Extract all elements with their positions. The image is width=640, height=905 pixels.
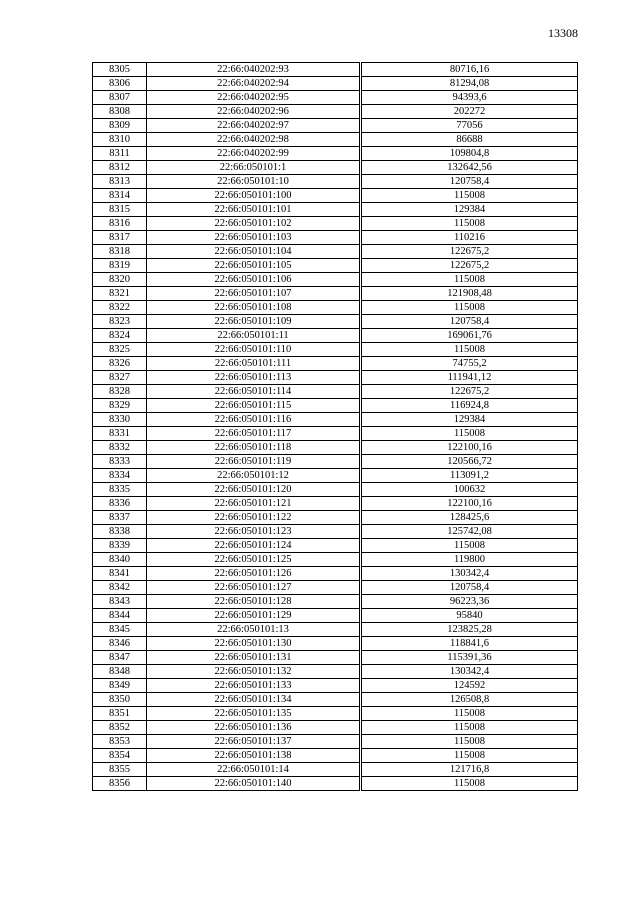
row-number-cell: 8329 xyxy=(93,399,147,413)
cadastral-value-cell: 86688 xyxy=(361,133,578,147)
cadastral-number-cell: 22:66:040202:93 xyxy=(147,63,361,77)
cadastral-value-cell: 80716,16 xyxy=(361,63,578,77)
cadastral-value-cell: 115008 xyxy=(361,749,578,763)
table-row xyxy=(93,91,578,105)
cadastral-value-cell: 129384 xyxy=(361,203,578,217)
cadastral-number-cell: 22:66:040202:97 xyxy=(147,119,361,133)
cadastral-value-cell: 74755,2 xyxy=(361,357,578,371)
row-number-cell: 8337 xyxy=(93,511,147,525)
row-number-cell: 8324 xyxy=(93,329,147,343)
cadastral-number-cell: 22:66:040202:96 xyxy=(147,105,361,119)
row-number-cell: 8356 xyxy=(93,777,147,791)
cadastral-value-cell: 129384 xyxy=(361,413,578,427)
row-number-cell: 8305 xyxy=(93,63,147,77)
table-row xyxy=(93,203,578,217)
cadastral-number-cell: 22:66:050101:100 xyxy=(147,189,361,203)
cadastral-number-cell: 22:66:050101:134 xyxy=(147,693,361,707)
cadastral-value-cell: 130342,4 xyxy=(361,665,578,679)
cadastral-value-cell: 116924,8 xyxy=(361,399,578,413)
cadastral-number-cell: 22:66:050101:131 xyxy=(147,651,361,665)
cadastral-value-cell: 115008 xyxy=(361,427,578,441)
cadastral-number-cell: 22:66:050101:111 xyxy=(147,357,361,371)
cadastral-value-cell: 115008 xyxy=(361,273,578,287)
cadastral-value-cell: 77056 xyxy=(361,119,578,133)
row-number-cell: 8339 xyxy=(93,539,147,553)
cadastral-value-cell: 130342,4 xyxy=(361,567,578,581)
table-row xyxy=(93,77,578,91)
cadastral-number-cell: 22:66:050101:101 xyxy=(147,203,361,217)
table-row xyxy=(93,637,578,651)
cadastral-value-cell: 122100,16 xyxy=(361,441,578,455)
row-number-cell: 8306 xyxy=(93,77,147,91)
cadastral-value-cell: 120758,4 xyxy=(361,581,578,595)
row-number-cell: 8328 xyxy=(93,385,147,399)
cadastral-value-cell: 100632 xyxy=(361,483,578,497)
table-row xyxy=(93,133,578,147)
row-number-cell: 8319 xyxy=(93,259,147,273)
table-row xyxy=(93,525,578,539)
table-row xyxy=(93,259,578,273)
table-row xyxy=(93,651,578,665)
row-number-cell: 8348 xyxy=(93,665,147,679)
table-row xyxy=(93,63,578,77)
cadastral-value-cell: 126508,8 xyxy=(361,693,578,707)
table-row xyxy=(93,287,578,301)
table-row xyxy=(93,427,578,441)
table-row xyxy=(93,245,578,259)
cadastral-number-cell: 22:66:040202:95 xyxy=(147,91,361,105)
table-row xyxy=(93,609,578,623)
row-number-cell: 8313 xyxy=(93,175,147,189)
row-number-cell: 8344 xyxy=(93,609,147,623)
table-row xyxy=(93,315,578,329)
cadastral-number-cell: 22:66:050101:110 xyxy=(147,343,361,357)
cadastral-number-cell: 22:66:050101:102 xyxy=(147,217,361,231)
cadastral-value-cell: 122675,2 xyxy=(361,385,578,399)
row-number-cell: 8310 xyxy=(93,133,147,147)
cadastral-number-cell: 22:66:050101:109 xyxy=(147,315,361,329)
table-row xyxy=(93,511,578,525)
cadastral-value-cell: 115008 xyxy=(361,777,578,791)
cadastral-number-cell: 22:66:050101:120 xyxy=(147,483,361,497)
row-number-cell: 8333 xyxy=(93,455,147,469)
table-row xyxy=(93,749,578,763)
row-number-cell: 8326 xyxy=(93,357,147,371)
cadastral-number-cell: 22:66:050101:12 xyxy=(147,469,361,483)
cadastral-number-cell: 22:66:050101:128 xyxy=(147,595,361,609)
row-number-cell: 8335 xyxy=(93,483,147,497)
cadastral-number-cell: 22:66:050101:115 xyxy=(147,399,361,413)
row-number-cell: 8352 xyxy=(93,721,147,735)
row-number-cell: 8349 xyxy=(93,679,147,693)
cadastral-number-cell: 22:66:050101:117 xyxy=(147,427,361,441)
table-row xyxy=(93,217,578,231)
row-number-cell: 8325 xyxy=(93,343,147,357)
row-number-cell: 8309 xyxy=(93,119,147,133)
cadastral-value-cell: 120758,4 xyxy=(361,315,578,329)
cadastral-number-cell: 22:66:050101:121 xyxy=(147,497,361,511)
table-row xyxy=(93,161,578,175)
cadastral-value-cell: 132642,56 xyxy=(361,161,578,175)
cadastral-value-cell: 115008 xyxy=(361,707,578,721)
cadastral-number-cell: 22:66:050101:114 xyxy=(147,385,361,399)
cadastral-value-cell: 115008 xyxy=(361,539,578,553)
row-number-cell: 8327 xyxy=(93,371,147,385)
cadastral-value-cell: 124592 xyxy=(361,679,578,693)
cadastral-number-cell: 22:66:050101:11 xyxy=(147,329,361,343)
cadastral-value-cell: 118841,6 xyxy=(361,637,578,651)
cadastral-value-cell: 94393,6 xyxy=(361,91,578,105)
cadastral-number-cell: 22:66:050101:116 xyxy=(147,413,361,427)
cadastral-value-cell: 122675,2 xyxy=(361,259,578,273)
cadastral-value-cell: 115008 xyxy=(361,721,578,735)
cadastral-number-cell: 22:66:050101:118 xyxy=(147,441,361,455)
table-row xyxy=(93,343,578,357)
table-row xyxy=(93,665,578,679)
cadastral-number-cell: 22:66:040202:94 xyxy=(147,77,361,91)
cadastral-value-cell: 81294,08 xyxy=(361,77,578,91)
row-number-cell: 8320 xyxy=(93,273,147,287)
row-number-cell: 8307 xyxy=(93,91,147,105)
cadastral-value-cell: 115008 xyxy=(361,217,578,231)
cadastral-value-table xyxy=(92,62,578,791)
table-row xyxy=(93,735,578,749)
cadastral-number-cell: 22:66:050101:14 xyxy=(147,763,361,777)
table-row xyxy=(93,567,578,581)
row-number-cell: 8346 xyxy=(93,637,147,651)
table-row xyxy=(93,595,578,609)
cadastral-number-cell: 22:66:050101:137 xyxy=(147,735,361,749)
table-row xyxy=(93,119,578,133)
row-number-cell: 8350 xyxy=(93,693,147,707)
table-row xyxy=(93,581,578,595)
row-number-cell: 8347 xyxy=(93,651,147,665)
table-row xyxy=(93,539,578,553)
cadastral-value-cell: 113091,2 xyxy=(361,469,578,483)
row-number-cell: 8331 xyxy=(93,427,147,441)
row-number-cell: 8353 xyxy=(93,735,147,749)
cadastral-number-cell: 22:66:050101:130 xyxy=(147,637,361,651)
cadastral-value-cell: 109804,8 xyxy=(361,147,578,161)
cadastral-number-cell: 22:66:050101:125 xyxy=(147,553,361,567)
table-row xyxy=(93,301,578,315)
table-row xyxy=(93,455,578,469)
table-row xyxy=(93,483,578,497)
table-row xyxy=(93,777,578,791)
table-row xyxy=(93,679,578,693)
cadastral-number-cell: 22:66:050101:135 xyxy=(147,707,361,721)
cadastral-number-cell: 22:66:050101:122 xyxy=(147,511,361,525)
table-row xyxy=(93,497,578,511)
cadastral-number-cell: 22:66:040202:99 xyxy=(147,147,361,161)
cadastral-value-cell: 125742,08 xyxy=(361,525,578,539)
table-row xyxy=(93,441,578,455)
row-number-cell: 8322 xyxy=(93,301,147,315)
table-row xyxy=(93,231,578,245)
cadastral-number-cell: 22:66:040202:98 xyxy=(147,133,361,147)
table-row xyxy=(93,399,578,413)
table-row xyxy=(93,469,578,483)
table-row xyxy=(93,721,578,735)
cadastral-number-cell: 22:66:050101:124 xyxy=(147,539,361,553)
row-number-cell: 8340 xyxy=(93,553,147,567)
cadastral-value-cell: 121908,48 xyxy=(361,287,578,301)
row-number-cell: 8334 xyxy=(93,469,147,483)
cadastral-value-cell: 95840 xyxy=(361,609,578,623)
cadastral-number-cell: 22:66:050101:138 xyxy=(147,749,361,763)
cadastral-number-cell: 22:66:050101:129 xyxy=(147,609,361,623)
cadastral-number-cell: 22:66:050101:140 xyxy=(147,777,361,791)
cadastral-value-cell: 122100,16 xyxy=(361,497,578,511)
row-number-cell: 8330 xyxy=(93,413,147,427)
row-number-cell: 8332 xyxy=(93,441,147,455)
cadastral-value-cell: 119800 xyxy=(361,553,578,567)
cadastral-value-cell: 121716,8 xyxy=(361,763,578,777)
cadastral-value-cell: 115008 xyxy=(361,343,578,357)
table-row xyxy=(93,707,578,721)
cadastral-number-cell: 22:66:050101:103 xyxy=(147,231,361,245)
row-number-cell: 8321 xyxy=(93,287,147,301)
row-number-cell: 8317 xyxy=(93,231,147,245)
cadastral-number-cell: 22:66:050101:132 xyxy=(147,665,361,679)
cadastral-value-cell: 115391,36 xyxy=(361,651,578,665)
cadastral-number-cell: 22:66:050101:106 xyxy=(147,273,361,287)
cadastral-value-cell: 123825,28 xyxy=(361,623,578,637)
table-row xyxy=(93,273,578,287)
cadastral-value-cell: 96223,36 xyxy=(361,595,578,609)
cadastral-number-cell: 22:66:050101:136 xyxy=(147,721,361,735)
row-number-cell: 8323 xyxy=(93,315,147,329)
table-row xyxy=(93,189,578,203)
table-row xyxy=(93,553,578,567)
row-number-cell: 8336 xyxy=(93,497,147,511)
table-body xyxy=(93,63,578,791)
row-number-cell: 8311 xyxy=(93,147,147,161)
cadastral-number-cell: 22:66:050101:113 xyxy=(147,371,361,385)
table-row xyxy=(93,371,578,385)
cadastral-value-cell: 110216 xyxy=(361,231,578,245)
table-row xyxy=(93,105,578,119)
page-number: 13308 xyxy=(548,26,578,40)
cadastral-number-cell: 22:66:050101:104 xyxy=(147,245,361,259)
cadastral-number-cell: 22:66:050101:127 xyxy=(147,581,361,595)
table-row xyxy=(93,413,578,427)
cadastral-number-cell: 22:66:050101:105 xyxy=(147,259,361,273)
table-row xyxy=(93,385,578,399)
cadastral-value-cell: 120566,72 xyxy=(361,455,578,469)
cadastral-number-cell: 22:66:050101:119 xyxy=(147,455,361,469)
cadastral-value-cell: 115008 xyxy=(361,735,578,749)
row-number-cell: 8343 xyxy=(93,595,147,609)
cadastral-value-cell: 169061,76 xyxy=(361,329,578,343)
row-number-cell: 8342 xyxy=(93,581,147,595)
row-number-cell: 8318 xyxy=(93,245,147,259)
table-row xyxy=(93,357,578,371)
cadastral-value-cell: 120758,4 xyxy=(361,175,578,189)
row-number-cell: 8312 xyxy=(93,161,147,175)
table-row xyxy=(93,623,578,637)
cadastral-number-cell: 22:66:050101:1 xyxy=(147,161,361,175)
cadastral-value-cell: 111941,12 xyxy=(361,371,578,385)
cadastral-value-cell: 115008 xyxy=(361,301,578,315)
table-row xyxy=(93,329,578,343)
row-number-cell: 8355 xyxy=(93,763,147,777)
row-number-cell: 8354 xyxy=(93,749,147,763)
row-number-cell: 8341 xyxy=(93,567,147,581)
cadastral-number-cell: 22:66:050101:126 xyxy=(147,567,361,581)
cadastral-value-cell: 128425,6 xyxy=(361,511,578,525)
table-row xyxy=(93,175,578,189)
cadastral-value-cell: 122675,2 xyxy=(361,245,578,259)
cadastral-number-cell: 22:66:050101:133 xyxy=(147,679,361,693)
cadastral-number-cell: 22:66:050101:107 xyxy=(147,287,361,301)
cadastral-value-cell: 115008 xyxy=(361,189,578,203)
row-number-cell: 8315 xyxy=(93,203,147,217)
cadastral-number-cell: 22:66:050101:10 xyxy=(147,175,361,189)
row-number-cell: 8308 xyxy=(93,105,147,119)
cadastral-number-cell: 22:66:050101:123 xyxy=(147,525,361,539)
row-number-cell: 8351 xyxy=(93,707,147,721)
row-number-cell: 8314 xyxy=(93,189,147,203)
cadastral-number-cell: 22:66:050101:13 xyxy=(147,623,361,637)
cadastral-number-cell: 22:66:050101:108 xyxy=(147,301,361,315)
table-row xyxy=(93,763,578,777)
row-number-cell: 8338 xyxy=(93,525,147,539)
row-number-cell: 8316 xyxy=(93,217,147,231)
table-row xyxy=(93,147,578,161)
cadastral-value-cell: 202272 xyxy=(361,105,578,119)
row-number-cell: 8345 xyxy=(93,623,147,637)
table-row xyxy=(93,693,578,707)
